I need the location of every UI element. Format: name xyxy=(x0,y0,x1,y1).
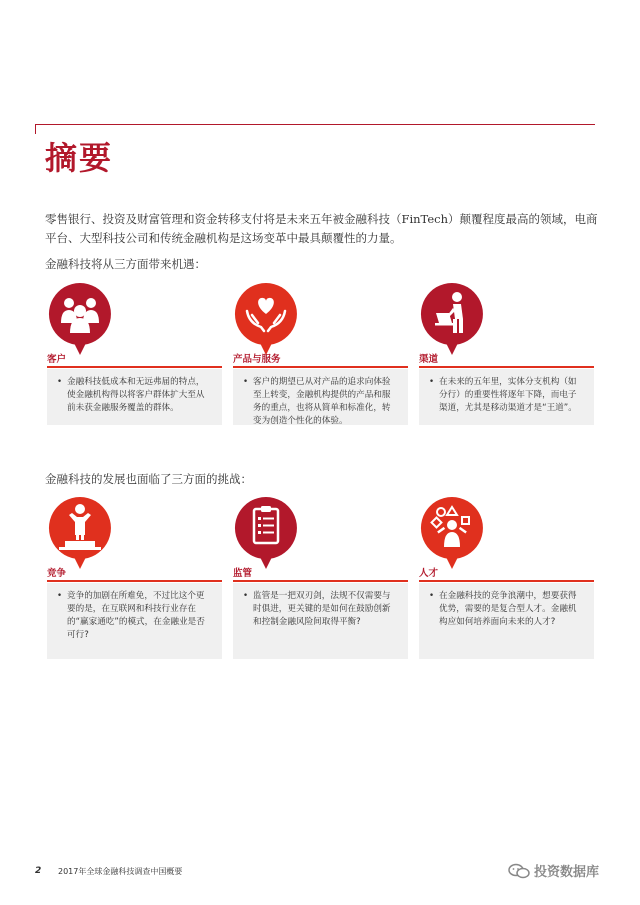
watermark xyxy=(508,861,599,880)
top-rule xyxy=(35,124,595,125)
card-text: • 客户的期望已从对产品的追求向体验至上转变，金融机构提供的产品和服务的重点，也将从简单和标准化，转变为创造个性化的体验。 xyxy=(253,376,398,428)
info-card xyxy=(419,369,594,425)
info-card xyxy=(233,583,408,659)
category-label: 竞争 xyxy=(47,568,67,579)
info-card xyxy=(233,369,408,425)
category-rule xyxy=(419,366,594,368)
hands-heart-icon xyxy=(233,281,299,347)
card-text: • 竞争的加剧在所难免，不过比这个更要的是，在互联网和科技行业存在的“赢家通吃”的模式，在金融业是否可行? xyxy=(67,590,212,642)
opportunities-lead: 金融科技将从三方面带来机遇： xyxy=(45,257,206,271)
watermark-text: 投资数据库 xyxy=(534,865,600,880)
category-rule xyxy=(419,580,594,582)
clipboard-icon xyxy=(233,495,299,561)
category-rule xyxy=(47,580,222,582)
category-rule xyxy=(47,366,222,368)
category-rule xyxy=(233,366,408,368)
category-label: 产品与服务 xyxy=(233,354,281,365)
wechat-icon xyxy=(508,863,530,879)
info-card xyxy=(419,583,594,659)
podium-winner-icon xyxy=(47,495,113,561)
top-rule-tick xyxy=(35,124,36,134)
page-number: 2 xyxy=(35,866,42,876)
category-label: 人才 xyxy=(419,568,439,579)
people-group-icon xyxy=(47,281,113,347)
challenges-lead: 金融科技的发展也面临了三方面的挑战： xyxy=(45,472,252,486)
category-rule xyxy=(233,580,408,582)
card-text: • 在未来的五年里，实体分支机构（如分行）的重要性将逐年下降，而电子渠道，尤其是移动渠道才是“王道”。 xyxy=(439,376,584,415)
category-label: 客户 xyxy=(47,354,67,365)
card-text: • 金融科技低成本和无远弗届的特点，使金融机构得以将客户群体扩大至从前未获金融服务覆盖的群体。 xyxy=(67,376,212,415)
info-card xyxy=(47,369,222,425)
category-label: 渠道 xyxy=(419,354,439,365)
category-label: 监管 xyxy=(233,568,253,579)
footer-doc-title: 2017年全球金融科技调查中国概要 xyxy=(58,867,183,876)
info-card xyxy=(47,583,222,659)
juggling-shapes-icon xyxy=(419,495,485,561)
card-text: • 监管是一把双刃剑，法规不仅需要与时俱进，更关键的是如何在鼓励创新和控制金融风险间取得平衡? xyxy=(253,590,398,629)
card-text: • 在金融科技的竞争浪潮中，想要获得优势，需要的是复合型人才。金融机构应如何培养面向未来的人才? xyxy=(439,590,584,629)
person-laptop-icon xyxy=(419,281,485,347)
intro-paragraph: 零售银行、投资及财富管理和资金转移支付将是未来五年被金融科技（FinTech）颠覆程度最高的领域，电商平台、大型科技公司和传统金融机构是这场变革中最具颠覆性的力量。 xyxy=(45,212,598,245)
page-title: 摘要 xyxy=(45,139,114,177)
